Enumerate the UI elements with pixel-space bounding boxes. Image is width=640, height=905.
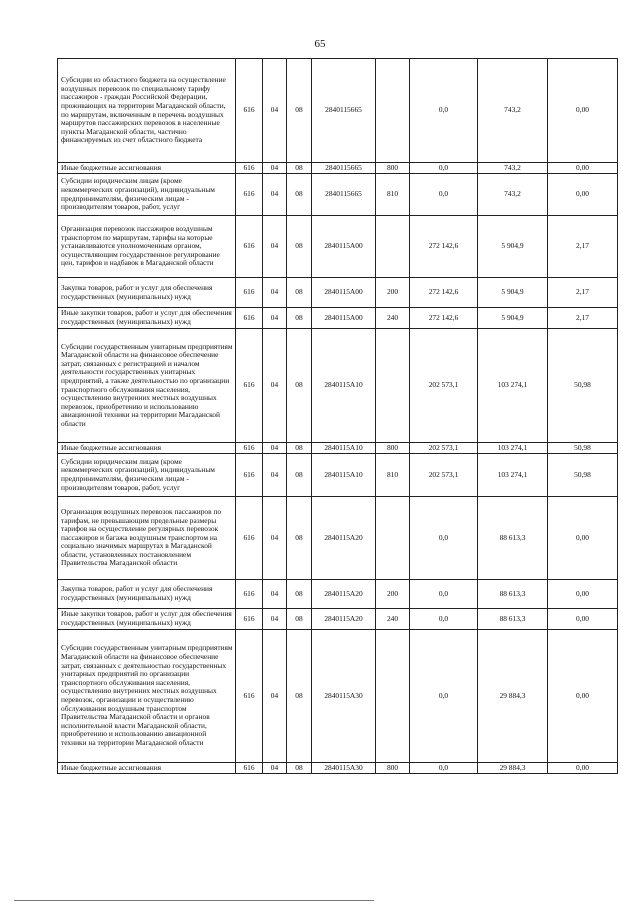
percent-executed: 2,17 [548, 216, 618, 278]
subsection-code: 08 [287, 609, 312, 630]
table-row [58, 329, 618, 443]
expense-type-code [376, 216, 410, 278]
amount-planned: 202 573,1 [410, 443, 478, 454]
row-name: Иные бюджетные ассигнования [58, 163, 236, 174]
ministry-code: 616 [236, 443, 263, 454]
table-row [58, 443, 618, 454]
expense-type-code: 240 [376, 308, 410, 329]
ministry-code: 616 [236, 216, 263, 278]
target-article-code: 2840115А20 [312, 580, 376, 609]
table-row [58, 763, 618, 774]
amount-executed: 88 613,3 [478, 609, 548, 630]
target-article-code: 2840115А00 [312, 308, 376, 329]
expense-type-code: 200 [376, 580, 410, 609]
amount-executed: 5 904,9 [478, 308, 548, 329]
target-article-code: 2840115665 [312, 163, 376, 174]
subsection-code: 08 [287, 59, 312, 163]
subsection-code: 08 [287, 497, 312, 580]
target-article-code: 2840115А00 [312, 278, 376, 308]
amount-executed: 5 904,9 [478, 278, 548, 308]
percent-executed: 2,17 [548, 278, 618, 308]
target-article-code: 2840115А10 [312, 443, 376, 454]
subsection-code: 08 [287, 278, 312, 308]
ministry-code: 616 [236, 580, 263, 609]
table-row [58, 497, 618, 580]
ministry-code: 616 [236, 497, 263, 580]
table-row [58, 454, 618, 497]
target-article-code: 2840115А10 [312, 329, 376, 443]
table-row [58, 609, 618, 630]
section-code: 04 [263, 163, 287, 174]
subsection-code: 08 [287, 308, 312, 329]
ministry-code: 616 [236, 630, 263, 763]
row-name: Организация перевозок пассажиров воздушным транспортом по маршрутам, тарифы на которые устанавливаются уполномоченным органом, осуществляющим государственное регулирование цен, тарифов и надбавок в Магаданской области [58, 216, 236, 278]
row-name: Субсидии юридическим лицам (кроме некоммерческих организаций), индивидуальным предпринимателям, физическим лицам - производителям товаров, работ, услуг [58, 174, 236, 216]
amount-planned: 0,0 [410, 163, 478, 174]
section-code: 04 [263, 278, 287, 308]
row-name: Иные бюджетные ассигнования [58, 763, 236, 774]
table-row [58, 59, 618, 163]
amount-planned: 0,0 [410, 609, 478, 630]
amount-executed: 103 274,1 [478, 443, 548, 454]
target-article-code: 2840115А30 [312, 630, 376, 763]
row-name: Субсидии из областного бюджета на осуществление воздушных перевозок по специальному тарифу пассажиров - граждан Российской Федерации, проживающих на территории Магаданской области, по маршрутам, включенным в перечень воздушных маршрутов пассажирских перевозок в населенные пункты Магаданской области, частично финансируемых из счет областного бюджета [58, 59, 236, 163]
table-row [58, 174, 618, 216]
section-code: 04 [263, 308, 287, 329]
section-code: 04 [263, 329, 287, 443]
subsection-code: 08 [287, 329, 312, 443]
amount-planned: 0,0 [410, 630, 478, 763]
page-number: 65 [314, 38, 326, 50]
row-name: Иные закупки товаров, работ и услуг для обеспечения государственных (муниципальных) нужд [58, 609, 236, 630]
percent-executed: 0,00 [548, 497, 618, 580]
subsection-code: 08 [287, 174, 312, 216]
amount-executed: 29 884,3 [478, 763, 548, 774]
amount-executed: 103 274,1 [478, 329, 548, 443]
expense-type-code: 800 [376, 763, 410, 774]
row-name: Закупка товаров, работ и услуг для обеспечения государственных (муниципальных) нужд [58, 278, 236, 308]
amount-planned: 272 142,6 [410, 216, 478, 278]
section-code: 04 [263, 59, 287, 163]
footer-rule [14, 900, 374, 901]
expense-type-code [376, 329, 410, 443]
amount-planned: 272 142,6 [410, 278, 478, 308]
percent-executed: 50,98 [548, 454, 618, 497]
percent-executed: 0,00 [548, 163, 618, 174]
section-code: 04 [263, 443, 287, 454]
subsection-code: 08 [287, 443, 312, 454]
table-row [58, 163, 618, 174]
amount-executed: 743,2 [478, 174, 548, 216]
expense-type-code: 240 [376, 609, 410, 630]
amount-planned: 202 573,1 [410, 329, 478, 443]
ministry-code: 616 [236, 278, 263, 308]
target-article-code: 2840115665 [312, 174, 376, 216]
amount-executed: 88 613,3 [478, 580, 548, 609]
amount-planned: 0,0 [410, 763, 478, 774]
target-article-code: 2840115А30 [312, 763, 376, 774]
budget-table-body [58, 59, 618, 774]
section-code: 04 [263, 630, 287, 763]
ministry-code: 616 [236, 59, 263, 163]
section-code: 04 [263, 763, 287, 774]
amount-planned: 0,0 [410, 59, 478, 163]
row-name: Субсидии государственным унитарным предприятиям Магаданской области на финансовое обеспечение затрат, связанных с регистрацией и началом деятельности государственных унитарных предприятий, а также деятельностью по организации транспортного обслуживания населения, осуществлению внутренних местных воздушных перевозок, приобретению и использованию авиационной техники на территории Магаданской области [58, 329, 236, 443]
subsection-code: 08 [287, 630, 312, 763]
section-code: 04 [263, 216, 287, 278]
percent-executed: 0,00 [548, 763, 618, 774]
amount-executed: 743,2 [478, 59, 548, 163]
ministry-code: 616 [236, 308, 263, 329]
budget-table [57, 58, 618, 774]
percent-executed: 50,98 [548, 329, 618, 443]
ministry-code: 616 [236, 609, 263, 630]
row-name: Субсидии государственным унитарным предприятиям Магаданской области на финансовое обеспечение затрат, связанных с деятельностью государственных унитарных предприятий по организации транспортного обслуживания населения, осуществлению внутренних местных воздушных перевозок, организации и осуществлению обслуживания воздушным транспортом Правительства Магаданской области и органов исполнительной власти Магаданской области, приобретению и использованию авиационной техники на территории Магаданской области [58, 630, 236, 763]
subsection-code: 08 [287, 163, 312, 174]
percent-executed: 50,98 [548, 443, 618, 454]
target-article-code: 2840115А20 [312, 609, 376, 630]
subsection-code: 08 [287, 454, 312, 497]
table-row [58, 630, 618, 763]
expense-type-code: 810 [376, 454, 410, 497]
amount-planned: 272 142,6 [410, 308, 478, 329]
target-article-code: 2840115А10 [312, 454, 376, 497]
section-code: 04 [263, 609, 287, 630]
section-code: 04 [263, 497, 287, 580]
table-row [58, 216, 618, 278]
row-name: Организация воздушных перевозок пассажиров по тарифам, не превышающим предельные размеры тарифов на осуществление регулярных перевозок пассажиров и багажа воздушным транспортом на социально значимых маршрутах в Магаданской области, установленных постановлением Правительства Магаданской области [58, 497, 236, 580]
row-name: Закупка товаров, работ и услуг для обеспечения государственных (муниципальных) нужд [58, 580, 236, 609]
expense-type-code: 800 [376, 163, 410, 174]
amount-planned: 0,0 [410, 580, 478, 609]
subsection-code: 08 [287, 763, 312, 774]
percent-executed: 0,00 [548, 609, 618, 630]
ministry-code: 616 [236, 163, 263, 174]
amount-executed: 5 904,9 [478, 216, 548, 278]
amount-planned: 0,0 [410, 497, 478, 580]
expense-type-code: 810 [376, 174, 410, 216]
ministry-code: 616 [236, 763, 263, 774]
expense-type-code: 800 [376, 443, 410, 454]
table-row [58, 308, 618, 329]
table-row [58, 580, 618, 609]
ministry-code: 616 [236, 454, 263, 497]
amount-executed: 743,2 [478, 163, 548, 174]
percent-executed: 0,00 [548, 59, 618, 163]
table-row [58, 278, 618, 308]
percent-executed: 0,00 [548, 174, 618, 216]
ministry-code: 616 [236, 174, 263, 216]
row-name: Иные бюджетные ассигнования [58, 443, 236, 454]
amount-planned: 0,0 [410, 174, 478, 216]
expense-type-code [376, 630, 410, 763]
section-code: 04 [263, 580, 287, 609]
row-name: Иные закупки товаров, работ и услуг для обеспечения государственных (муниципальных) нужд [58, 308, 236, 329]
target-article-code: 2840115А00 [312, 216, 376, 278]
expense-type-code [376, 59, 410, 163]
percent-executed: 0,00 [548, 580, 618, 609]
percent-executed: 0,00 [548, 630, 618, 763]
expense-type-code: 200 [376, 278, 410, 308]
amount-executed: 88 613,3 [478, 497, 548, 580]
ministry-code: 616 [236, 329, 263, 443]
amount-executed: 103 274,1 [478, 454, 548, 497]
subsection-code: 08 [287, 580, 312, 609]
section-code: 04 [263, 454, 287, 497]
subsection-code: 08 [287, 216, 312, 278]
expense-type-code [376, 497, 410, 580]
target-article-code: 2840115А20 [312, 497, 376, 580]
amount-executed: 29 884,3 [478, 630, 548, 763]
target-article-code: 2840115665 [312, 59, 376, 163]
percent-executed: 2,17 [548, 308, 618, 329]
amount-planned: 202 573,1 [410, 454, 478, 497]
row-name: Субсидии юридическим лицам (кроме некоммерческих организаций), индивидуальным предпринимателям, физическим лицам - производителям товаров, работ, услуг [58, 454, 236, 497]
section-code: 04 [263, 174, 287, 216]
